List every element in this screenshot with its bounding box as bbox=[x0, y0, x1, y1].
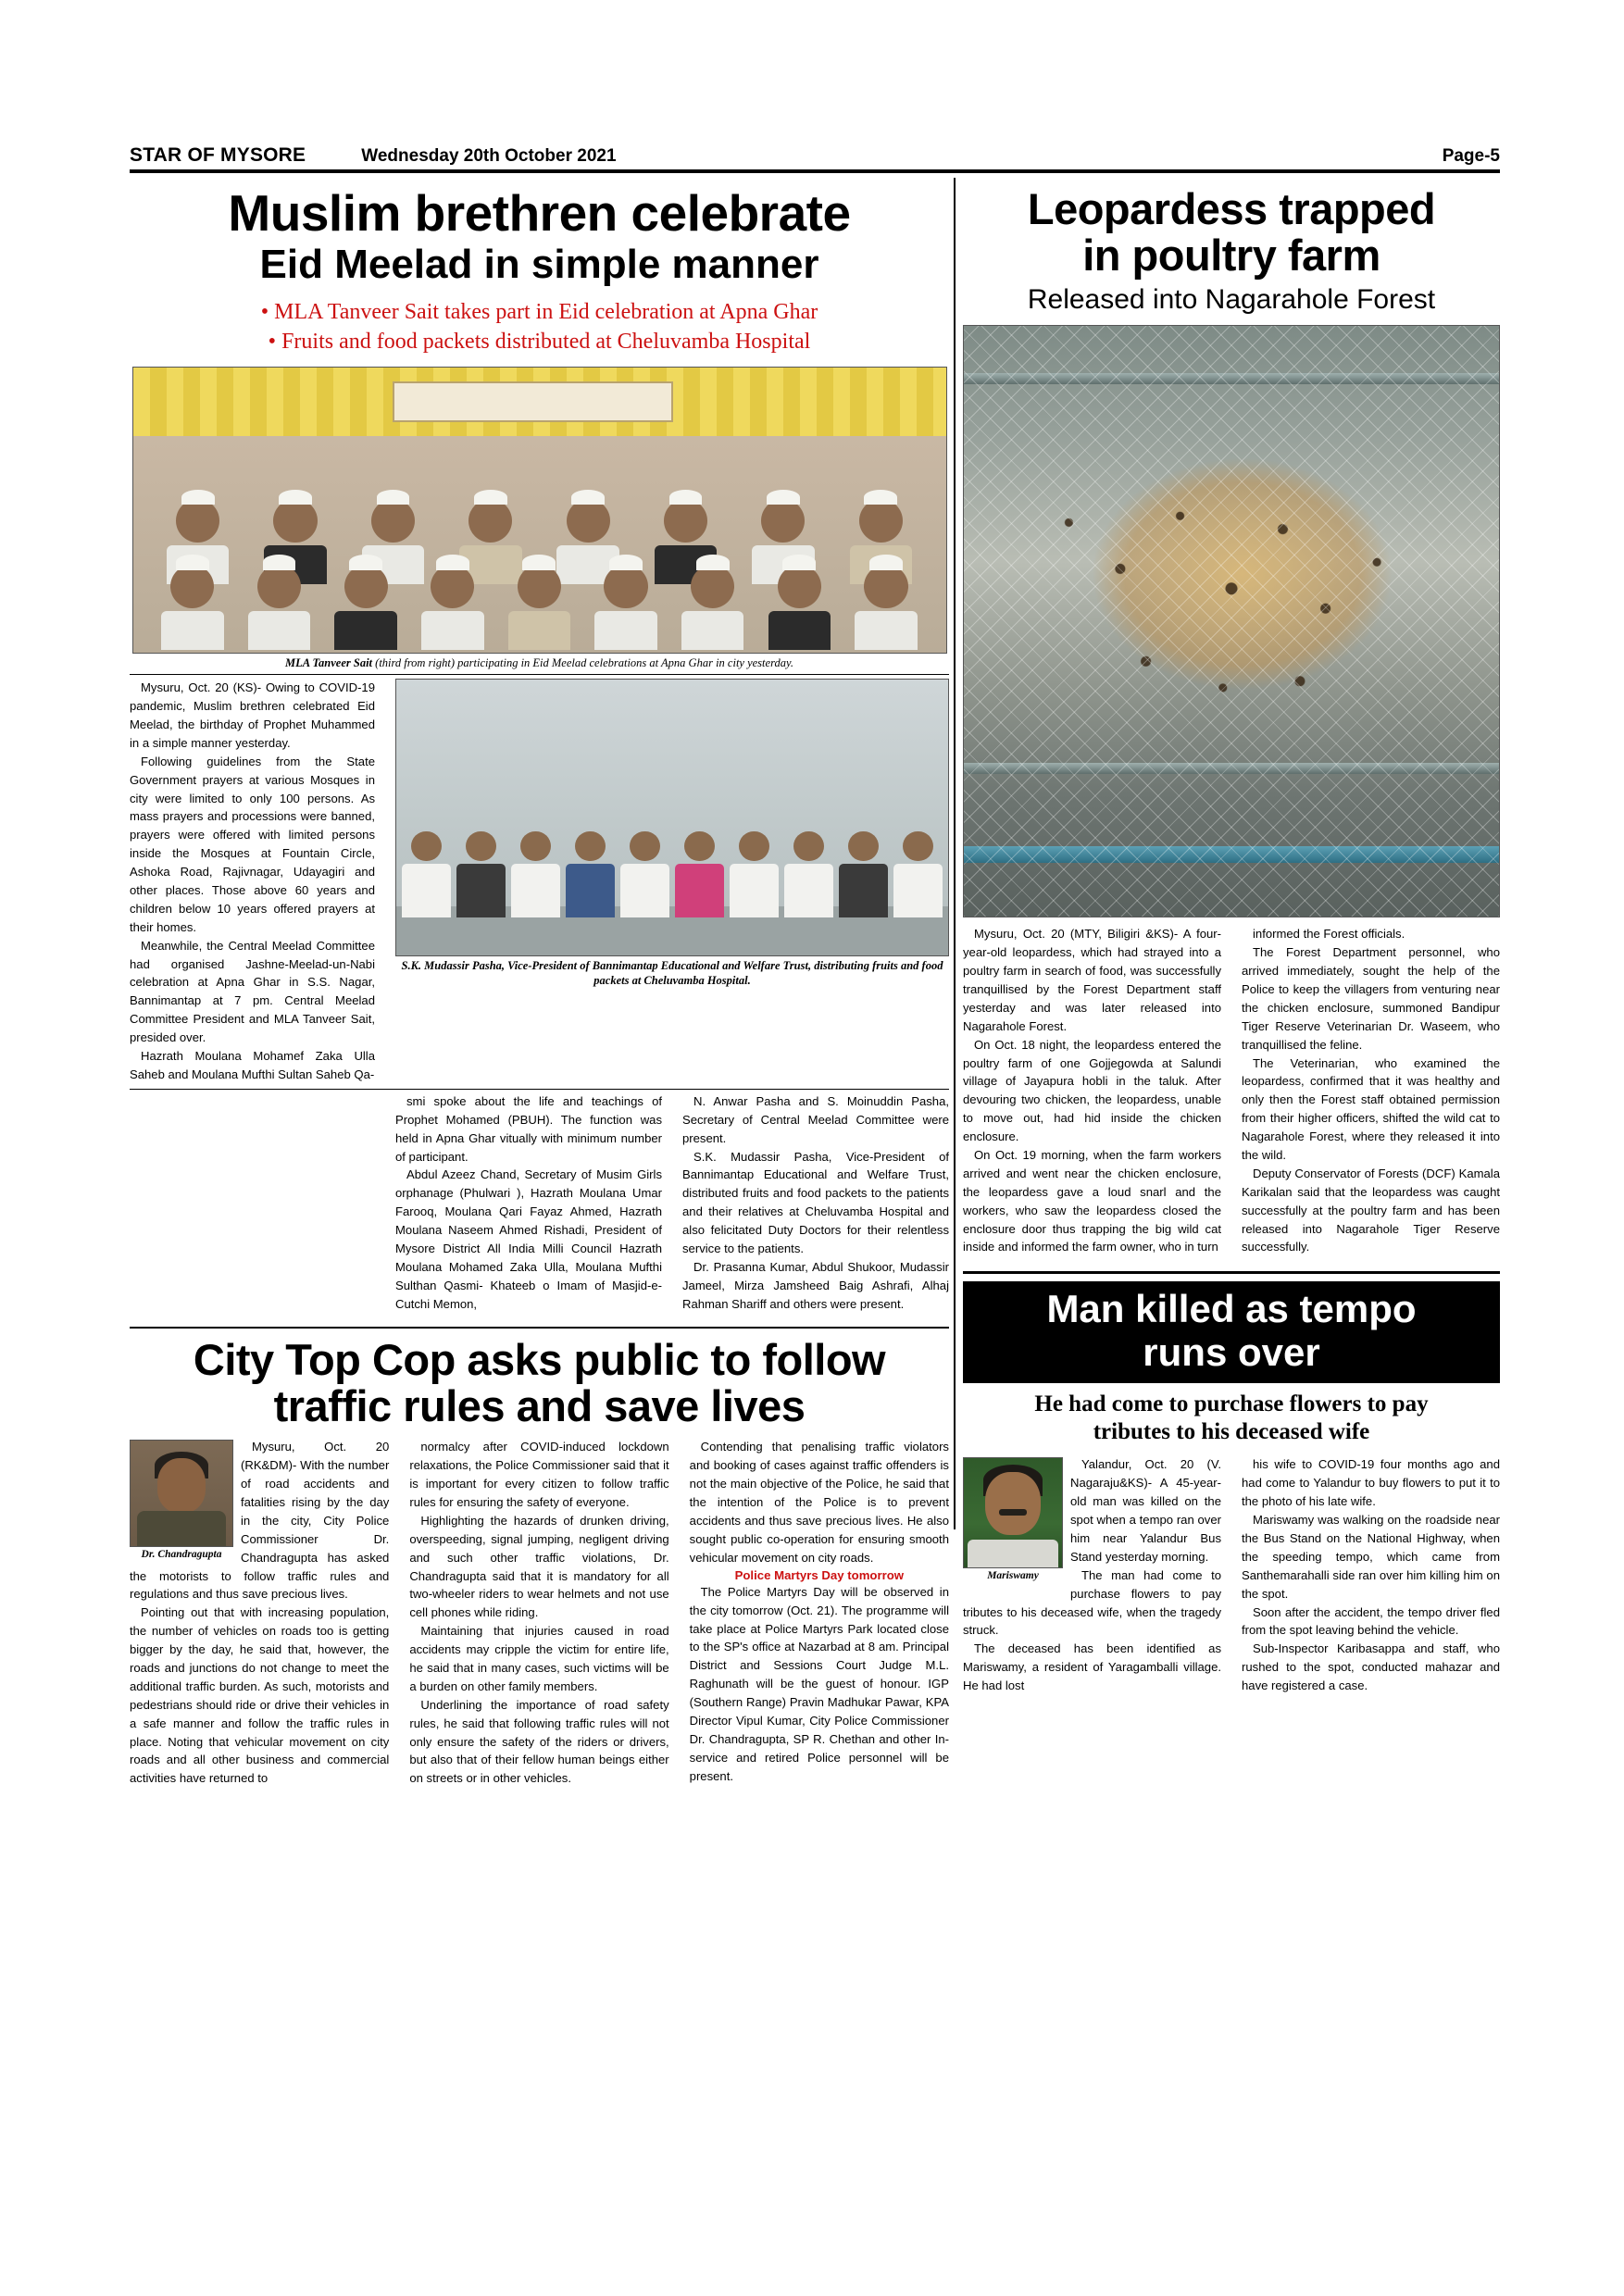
eid-caption-subject: MLA Tanveer Sait bbox=[285, 655, 373, 669]
traffic-c2-p2: Highlighting the hazards of drunken driving, overspeeding, signal jumping, negligent driving and such other traffic violations, Dr. Chandragupta said that it is mandatory for all two-wheeler riders to wear helmets and not use cell phones while riding. bbox=[409, 1513, 669, 1620]
column-divider bbox=[954, 178, 956, 1529]
eid-p3: Meanwhile, the Central Meelad Committee had organised Jashne-Meelad-un-Nabi celebration at Apna Ghar in S.S. Nagar, Bannimantap at 7 pm. Central Meelad Committee President and MLA Tanveer Sait, presided over. bbox=[130, 938, 375, 1045]
leopardess-photo bbox=[963, 325, 1500, 917]
traffic-c1-p2: Pointing out that with increasing population, the number of vehicles on roads too is getting bigger by the day, he said that, however, the roads and junctions do not change to meet the additional traffic burden. As such, motorists and pedestrians should ride or drive their vehicles in a safe manner and follow the traffic rules in place. Noting that vehicular movement on city roads and all other business and commercial activities have returned to bbox=[130, 1605, 390, 1786]
tempo-banner-headline bbox=[963, 1281, 1500, 1383]
leopard-c2-p4: Deputy Conservator of Forests (DCF) Kamala Karikalan said that the leopardess was caught successfully at the poultry farm and has been released into Nagarahole Tiger Reserve successfully. bbox=[1242, 1166, 1500, 1254]
leopard-c1-p2: On Oct. 18 night, the leopardess entered the poultry farm of one Gojjegowda at Salundi village of Jayapura hobli in the taluk. After devouring two chicken, the leopardess, unable to move out, had hid inside the chicken enclosure. bbox=[963, 1037, 1221, 1144]
leopard-headline-line2: in poultry farm bbox=[1082, 231, 1380, 281]
tempo-headline-line1: Man killed as tempo bbox=[1046, 1287, 1417, 1331]
eid-body-column-1 bbox=[130, 679, 375, 1084]
tempo-c1-p1: Yalandur, Oct. 20 (V. Nagaraju&KS)- A 45-year-old man was killed on the spot when a tempo ran over him near Yalandur Bus Stand yesterday morning. bbox=[1070, 1457, 1221, 1564]
eid-headline-line2: Eid Meelad in simple manner bbox=[259, 241, 819, 287]
traffic-c3-p2: The Police Martyrs Day will be observed in the city tomorrow (Oct. 21). The programme will take place at Police Martyrs Park located close to the SP's office at Nazarbad at 8 am. Principal District and Sessions Court Judge M.L. Raghunath will be the guest of honour. IGP (Southern Range) Pravin Madhukar Pawar, KPA Director Vipul Kumar, City Police Commissioner Dr. Chandragupta, SP R. Chethan and other In-service and retired Police personnel will be present. bbox=[689, 1584, 949, 1783]
traffic-body-column-1 bbox=[130, 1438, 389, 1788]
eid-c2-p1: smi spoke about the life and teachings of Prophet Mohamed (PBUH). The function was held in Apna Ghar vitually with minimum number of participant. bbox=[395, 1093, 662, 1164]
eid-c2-p2: Abdul Azeez Chand, Secretary of Musim Girls orphanage (Phulwari ), Hazrath Moulana Umar Farooq, Moulana Qari Fayaz Ahmed, Hazrath Moulana Naseem Ahmed Rishadi, President of Mysore District All India Milli Council Hazrath Moulana Mohamed Zaka Ulla, Moulana Mufthi Sulthan Qasmi- Khateeb o Imam of Masjid-e-Cutchi Memon, bbox=[395, 1167, 662, 1311]
eid-distribution-photo-caption: S.K. Mudassir Pasha, Vice-President of Bannimantap Educational and Welfare Trust, distributing fruits and food packets at Cheluvamba Hospital. bbox=[401, 959, 943, 987]
mariswamy-portrait bbox=[963, 1457, 1063, 1583]
issue-date: Wednesday 20th October 2021 bbox=[361, 146, 617, 166]
right-column bbox=[963, 178, 1500, 1695]
article-traffic-rules bbox=[130, 1327, 949, 1789]
traffic-headline-line1: City Top Cop asks public to follow bbox=[193, 1334, 886, 1384]
leopard-c2-p2: The Forest Department personnel, who arrived immediately, sought the help of the Police to keep the villagers from venturing near the chicken enclosure, summoned Bandipur Tiger Reserve Veterinarian Dr. Waseem, who tranquillised the feline. bbox=[1242, 945, 1500, 1052]
traffic-body-column-3 bbox=[690, 1438, 949, 1788]
tempo-c1-p3: The deceased has been identified as Mariswamy, a resident of Yaragamballi village. He had lost bbox=[963, 1641, 1221, 1693]
leopard-headline-line1: Leopardess trapped bbox=[1027, 184, 1436, 233]
tempo-c2-p2: Mariswamy was walking on the roadside near the Bus Stand on the National Highway, when the speeding tempo, which came from Santhemarahalli side ran over him killing him on the spot. bbox=[1242, 1513, 1500, 1601]
masthead-divider bbox=[130, 169, 1500, 173]
tempo-c2-p4: Sub-Inspector Karibasappa and staff, who rushed to the spot, conducted mahazar and have registered a case. bbox=[1242, 1641, 1500, 1693]
tempo-c2-p1: his wife to COVID-19 four months ago and had come to Yalandur to buy flowers to put it to the photo of his late wife. bbox=[1242, 1457, 1500, 1509]
tempo-subhead-line1: He had come to purchase flowers to pay bbox=[1034, 1391, 1429, 1417]
dr-chandragupta-portrait bbox=[130, 1440, 233, 1562]
eid-bullet-2: • Fruits and food packets distributed at Cheluvamba Hospital bbox=[268, 330, 811, 355]
leopard-subhead: Released into Nagarahole Forest bbox=[1027, 283, 1436, 315]
article-tempo-accident bbox=[963, 1271, 1500, 1695]
traffic-c1-p1: Mysuru, Oct. 20 (RK&DM)- With the number of road accidents and fatalities rising by the day in the city, City Police Commissioner Dr. Chandragupta has asked the motorists to follow traffic rules and regulations and thus save precious lives. bbox=[130, 1440, 390, 1602]
tempo-c2-p3: Soon after the accident, the tempo driver fled from the spot leaving behind the vehicle. bbox=[1242, 1604, 1500, 1638]
leopard-c2-p1: informed the Forest officials. bbox=[1253, 927, 1405, 942]
eid-c3-p2: S.K. Mudassir Pasha, Vice-President of Bannimantap Educational and Welfare Trust, distributed fruits and food packets to the patients and their relatives at Cheluvamba Hospital and also felicitated Duty Doctors for their relentless service to the patients. bbox=[682, 1149, 949, 1255]
page-number: Page-5 bbox=[1442, 146, 1500, 166]
article-eid-meelad bbox=[130, 184, 949, 1314]
eid-p4: Hazrath Moulana Mohamef Zaka Ulla Saheb and Moulana Mufthi Sultan Saheb Qa- bbox=[130, 1049, 375, 1081]
eid-group-photo-caption bbox=[130, 656, 949, 671]
tempo-c1-p2: The man had come to purchase flowers to pay tributes to his deceased wife, when the tragedy struck. bbox=[963, 1567, 1221, 1638]
traffic-headline-line2: traffic rules and save lives bbox=[273, 1380, 806, 1430]
eid-c3-p3: Dr. Prasanna Kumar, Abdul Shukoor, Mudassir Jameel, Mirza Jamsheed Baig Ashrafi, Alhaj Rahman Shariff and others were present. bbox=[682, 1259, 949, 1311]
eid-c3-p1: N. Anwar Pasha and S. Moinuddin Pasha, Secretary of Central Meelad Committee were present. bbox=[682, 1093, 949, 1145]
traffic-c2-p3: Maintaining that injuries caused in road accidents may cripple the victim for entire life, he said that in many cases, such victims will be a burden on other family members. bbox=[409, 1624, 669, 1693]
left-column bbox=[130, 178, 949, 1788]
article-leopardess bbox=[963, 184, 1500, 1256]
eid-distribution-photo bbox=[395, 679, 949, 956]
tempo-body-column-2 bbox=[1242, 1455, 1500, 1695]
eid-bullet-list bbox=[130, 297, 949, 357]
police-martyrs-day-subhead: Police Martyrs Day tomorrow bbox=[734, 1567, 905, 1582]
leopard-c1-p3: On Oct. 19 morning, when the farm workers arrived and went near the chicken enclosure, the leopardess gave a loud snarl and the workers, who saw the leopardess closed the enclosure door thus trapping the big wild cat inside and informed the farm owner, who in turn bbox=[963, 1148, 1221, 1254]
mariswamy-caption: Mariswamy bbox=[987, 1570, 1039, 1582]
masthead bbox=[130, 130, 1500, 167]
traffic-c2-p1: normalcy after COVID-induced lockdown relaxations, the Police Commissioner said that it is important for every citizen to follow traffic rules for ensuring the safety of everyone. bbox=[409, 1440, 669, 1509]
traffic-c2-p4: Underlining the importance of road safety rules, he said that following traffic rules will not only ensure the safety of the riders or drivers, but also that of their fellow human beings either on streets or in other vehicles. bbox=[409, 1697, 669, 1786]
eid-body-column-2 bbox=[395, 1092, 662, 1314]
eid-headline-line1: Muslim brethren celebrate bbox=[228, 184, 851, 242]
eid-p1: Mysuru, Oct. 20 (KS)- Owing to COVID-19 pandemic, Muslim brethren celebrated Eid Meelad, the birthday of Prophet Muhammed in a simple manner yesterday. bbox=[130, 680, 375, 750]
tempo-subhead bbox=[963, 1391, 1500, 1446]
eid-p2: Following guidelines from the State Government prayers at various Mosques in city were limited to only 100 persons. As mass prayers and processions were banned, prayers were offered with limited persons inside the Mosques at Fountain Circle, Ashoka Road, Rajivnagar, Udayagiri and other places. Those above 60 years and children below 10 years offered prayers at their homes. bbox=[130, 754, 375, 934]
publication-name: STAR OF MYSORE bbox=[130, 144, 306, 166]
tempo-headline-line2: runs over bbox=[1143, 1330, 1320, 1375]
dr-chandragupta-caption: Dr. Chandragupta bbox=[141, 1549, 222, 1561]
eid-caption-detail: (third from right) participating in Eid Meelad celebrations at Apna Ghar in city yesterday. bbox=[375, 655, 793, 669]
leopard-c1-p1: Mysuru, Oct. 20 (MTY, Biligiri &KS)- A four-year-old leopardess, which had strayed into a poultry farm in search of food, was successfully tranquillised by the Forest Department staff yesterday and was later released into Nagarahole Forest. bbox=[963, 927, 1221, 1033]
tempo-subhead-line2: tributes to his deceased wife bbox=[1093, 1419, 1370, 1445]
leopard-c2-p3: The Veterinarian, who examined the leopardess, confirmed that it was healthy and only then the Forest staff obtained permission from their higher officers, shifted the wild cat to Nagarahole Forest, where they released it into the wild. bbox=[1242, 1055, 1500, 1162]
eid-bullet-1: • MLA Tanveer Sait takes part in Eid celebration at Apna Ghar bbox=[260, 299, 818, 324]
traffic-body-column-2 bbox=[409, 1438, 668, 1788]
eid-group-photo bbox=[132, 367, 947, 654]
eid-body-column-3 bbox=[682, 1092, 949, 1314]
traffic-c3-p1: Contending that penalising traffic violators and booking of cases against traffic offenders is not the main objective of the Police, he said that the intention of the Police is to prevent accidents and thus save precious lives. He also sought public co-operation for ensuring smooth vehicular movement on city roads. bbox=[689, 1440, 949, 1565]
leopard-body-column-1 bbox=[963, 925, 1221, 1256]
leopard-body-column-2 bbox=[1242, 925, 1500, 1256]
tempo-body-column-1 bbox=[963, 1455, 1221, 1695]
